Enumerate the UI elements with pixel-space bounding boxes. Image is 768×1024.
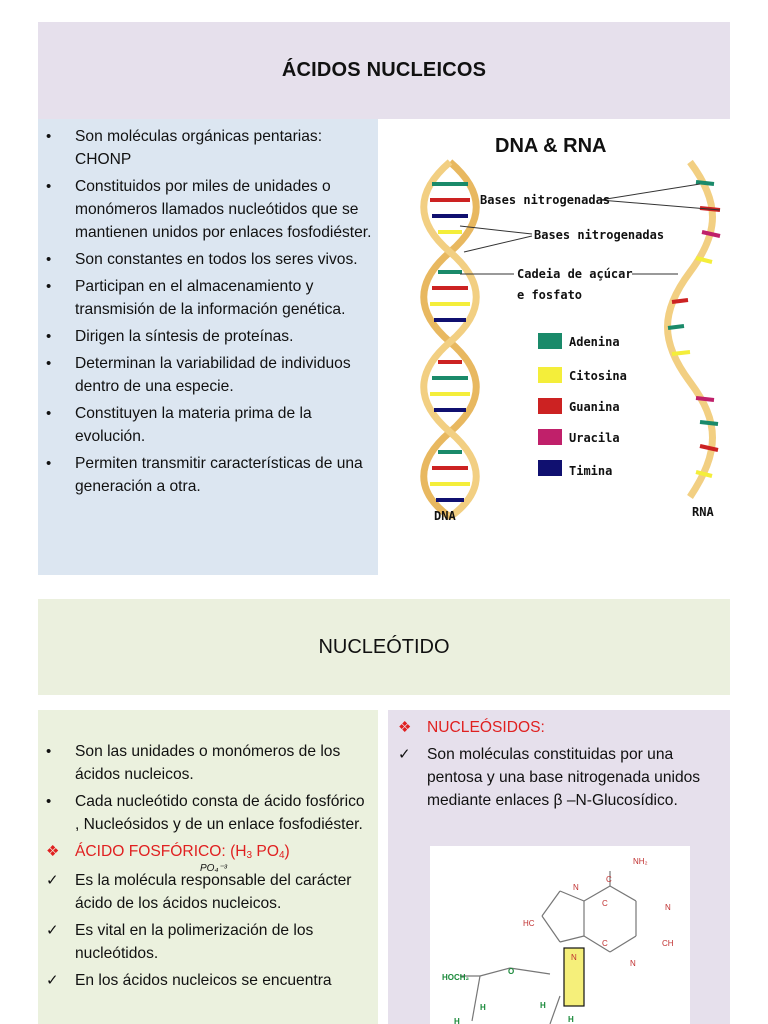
bullet-icon: • xyxy=(46,251,52,268)
list-item xyxy=(44,325,372,348)
heading-mid: PO xyxy=(252,843,279,860)
legend-swatch-uracila xyxy=(538,429,562,445)
section-title: ÁCIDOS NUCLEICOS xyxy=(281,59,487,81)
label-chain-2: e fosfato xyxy=(517,288,583,302)
label-rna: RNA xyxy=(692,505,714,519)
structure-label: N xyxy=(665,903,671,912)
structure-label: C xyxy=(602,939,608,948)
subscript: 4 xyxy=(278,850,285,861)
bullet-icon: • xyxy=(46,405,52,422)
legend-label: Uracila xyxy=(569,431,620,445)
list-item xyxy=(44,969,372,992)
check-icon: ✓ xyxy=(46,922,59,939)
list-item-text: Son constantes en todos los seres vivos. xyxy=(75,251,358,268)
bullet-icon: • xyxy=(46,455,52,472)
structure-label: HOCH₂ xyxy=(442,973,470,982)
title-band-acidos-nucleicos xyxy=(38,22,730,119)
structure-label: H xyxy=(540,1001,546,1010)
list-item xyxy=(44,790,372,836)
list-item-text: Son moléculas orgánicas pentarias: CHONP xyxy=(75,128,323,168)
list-item-text: Cada nucleótido consta de ácido fosfórico , Nucleósidos y de un enlace fosfodiéster. xyxy=(75,793,365,833)
legend-label: Citosina xyxy=(569,369,627,383)
list-item-text: En los ácidos nucleicos se encuentra xyxy=(75,972,332,989)
rna-strand xyxy=(668,162,721,497)
bullet-icon: • xyxy=(46,793,52,810)
bullet-icon: • xyxy=(46,128,52,145)
legend-swatch-adenina xyxy=(538,333,562,349)
list-item-text: Son moléculas constituidas por una pentosa y una base nitrogenada unidos mediante enlaces β –N-Glucosídico. xyxy=(427,746,701,809)
structure-label: N xyxy=(571,953,577,962)
structure-label: H xyxy=(454,1017,460,1024)
bullet-list xyxy=(44,740,372,992)
structure-label: N xyxy=(573,883,579,892)
structure-label: NH₂ xyxy=(633,857,648,866)
legend-swatch-guanina xyxy=(538,398,562,414)
list-item xyxy=(396,743,722,812)
list-item-text: Son las unidades o monómeros de los ácidos nucleicos. xyxy=(75,743,341,783)
label-bases-2: Bases nitrogenadas xyxy=(534,228,665,242)
nucleoside-structure-figure xyxy=(430,846,690,1024)
structure-label: O xyxy=(508,967,515,976)
label-bases-1: Bases nitrogenadas xyxy=(480,193,611,207)
list-item-text: Participan en el almacenamiento y transmisión de la información genética. xyxy=(75,278,346,318)
structure-label: N xyxy=(630,959,636,968)
label-chain-1: Cadeia de açúcar xyxy=(517,267,633,281)
check-icon: ✓ xyxy=(46,872,59,889)
bullet-icon: • xyxy=(46,743,52,760)
list-item-text: Es vital en la polimerización de los nucleótidos. xyxy=(75,922,314,962)
dna-rna-figure xyxy=(410,122,730,527)
list-item-text: Es la molécula responsable del carácter ácido de los ácidos nucleicos. xyxy=(75,872,352,912)
structure-label: CH xyxy=(662,939,674,948)
check-icon: ✓ xyxy=(46,972,59,989)
dna-helix xyxy=(424,162,477,517)
section-title: NUCLEÓTIDO xyxy=(318,635,450,658)
diamond-bullet-icon: ❖ xyxy=(398,719,412,736)
nucleotido-left-box xyxy=(38,710,378,1024)
list-item-text: Determinan la variabilidad de individuos dentro de una especie. xyxy=(75,355,351,395)
list-item-text: Dirigen la síntesis de proteínas. xyxy=(75,328,294,345)
bullet-icon: • xyxy=(46,355,52,372)
legend xyxy=(538,333,627,478)
list-item xyxy=(44,125,372,171)
structure-label: H xyxy=(480,1003,486,1012)
heading-end: ) xyxy=(284,843,290,860)
acidos-nucleicos-list-box xyxy=(38,119,378,575)
bullet-icon: • xyxy=(46,178,52,195)
bullet-list xyxy=(396,716,722,812)
list-item xyxy=(44,740,372,786)
list-item-text: Constituidos por miles de unidades o monómeros llamados nucleótidos que se mantienen unidos por enlaces fosfodiéster. xyxy=(75,178,372,241)
list-item xyxy=(44,352,372,398)
figure-title: DNA & RNA xyxy=(495,135,607,157)
legend-label: Adenina xyxy=(569,335,620,349)
list-item xyxy=(44,863,372,915)
structure-label: H xyxy=(568,1015,574,1024)
heading-text: ÁCIDO FOSFÓRICO: (H xyxy=(75,843,247,860)
structure-label: C xyxy=(606,875,612,884)
bullet-list xyxy=(44,125,372,498)
structure-label: C xyxy=(602,899,608,908)
heading-text: NUCLEÓSIDOS: xyxy=(427,719,545,736)
list-item xyxy=(44,248,372,271)
legend-swatch-citosina xyxy=(538,367,562,383)
list-item xyxy=(44,452,372,498)
check-icon: ✓ xyxy=(398,746,411,763)
list-item xyxy=(44,402,372,448)
nucleosidos-heading xyxy=(396,716,722,739)
list-item xyxy=(44,275,372,321)
legend-swatch-timina xyxy=(538,460,562,476)
bullet-icon: • xyxy=(46,278,52,295)
list-item-text: Permiten transmitir características de una generación a otra. xyxy=(75,455,363,495)
legend-label: Timina xyxy=(569,464,613,478)
subscript: 3 xyxy=(246,850,253,861)
list-item xyxy=(44,175,372,244)
structure-label: HC xyxy=(523,919,535,928)
diamond-bullet-icon: ❖ xyxy=(46,843,60,860)
title-band-nucleotido xyxy=(38,599,730,695)
label-dna: DNA xyxy=(434,509,456,523)
bullet-icon: • xyxy=(46,328,52,345)
legend-label: Guanina xyxy=(569,400,620,414)
po4-overlay: PO₄⁻³ xyxy=(200,863,228,874)
list-item-text: Constituyen la materia prima de la evolución. xyxy=(75,405,312,445)
list-item xyxy=(44,919,372,965)
